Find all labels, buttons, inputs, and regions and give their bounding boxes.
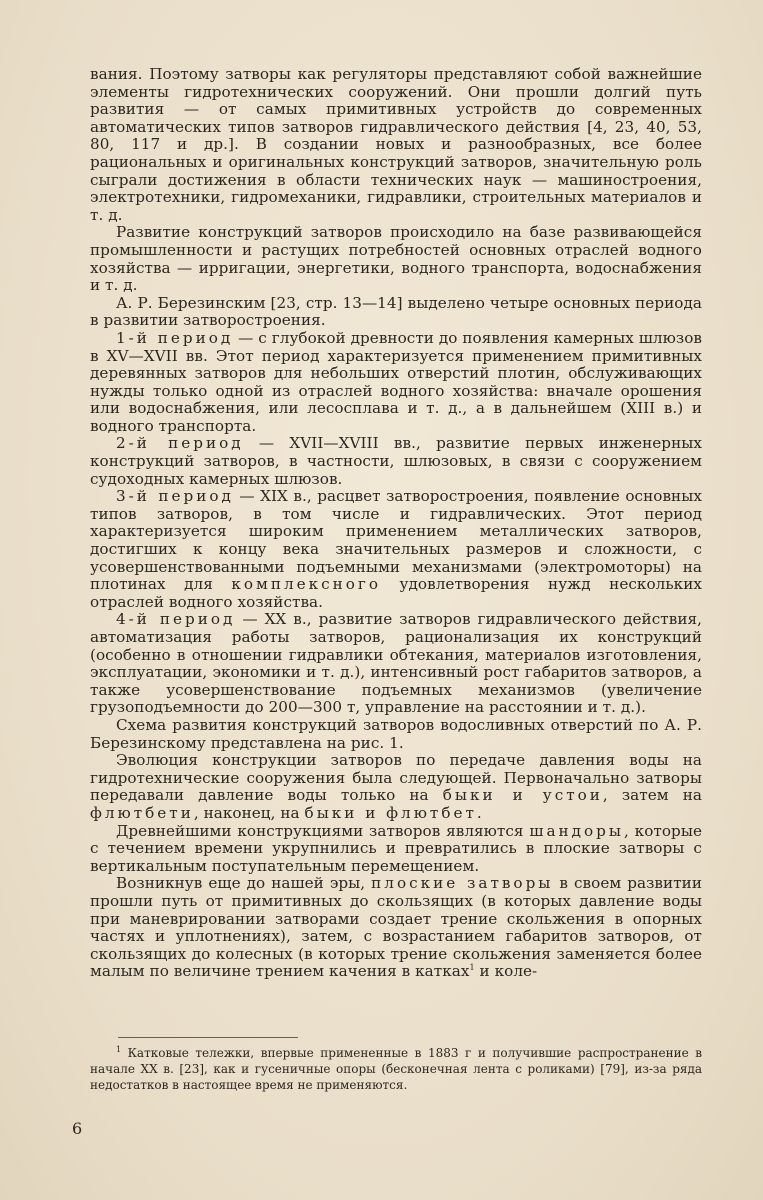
evolution-spaced-c: быки и флютбет	[304, 803, 477, 822]
main-text	[90, 66, 702, 981]
period-1-text: — с глубокой древности до появления камерных шлюзов в XV—XVII вв. Этот период характеризуется применением примитивных деревянных затворов для небольших отверстий плотин, обслуживающих нужды только одной из отраслей водного хозяйства: вначале орошения или водоснабжения, или лесосплава и т. д., а в дальнейшем (XIII в.) и водного транспорта.	[90, 328, 703, 435]
period-3-spaced: комплексного	[231, 575, 381, 594]
page-number: 6	[72, 1119, 83, 1138]
footnote-divider	[118, 1037, 298, 1038]
period-4-label: 4-й период	[116, 610, 236, 629]
period-1-label: 1-й период	[116, 328, 234, 347]
footnote-mark: 1	[116, 1045, 122, 1054]
flat-gates-text-b: в своем развитии прошли путь от примитивных до скользящих (в которых давление воды при маневрировании затворами создает трение скольжения в опорных частях и уплотнениях), затем, с возрастанием габаритов затворов, от скользящих до колесных (в которых трение скольжения заменяется более малым по величине трением качения в катках	[90, 874, 702, 981]
evolution-text-a: Эволюция конструкции затворов по передаче давления воды на гидротехнические сооружения была следующей. Первоначально затворы передавали давление воды только на	[90, 751, 702, 805]
footnote-reference[interactable]: 1	[469, 963, 475, 973]
period-2-label: 2-й период	[116, 434, 244, 453]
paragraph-flat-gates	[90, 875, 702, 981]
paragraph-scheme: Схема развития конструкций затворов водосливных отверстий по А. Р. Березинскому представлена на рис. 1.	[90, 715, 702, 752]
evolution-text-c: , наконец, на	[193, 803, 305, 822]
paragraph-evolution	[90, 752, 702, 822]
shandory-text-b: , которые с течением времени укрупнились и превратились в плоские затворы с вертикальным поступательным перемещением.	[90, 821, 702, 875]
paragraph-1: вания. Поэтому затворы как регуляторы представляют собой важнейшие элементы гидротехнических сооружений. Они прошли долгий путь развития — от самых примитивных устройств до современных автоматических типов затворов гидравлического действия [4, 23, 40, 53, 80, 117 и др.]. В создании новых и разнообразных, все более рациональных и оригинальных конструкций затворов, значительную роль сыграли достижения в области технических наук — машиностроения, электротехники, гидромеханики, гидравлики, строительных материалов и т. д.	[90, 65, 702, 224]
paragraph-period-1	[90, 330, 702, 436]
period-4-text: — XX в., развитие затворов гидравлического действия, автоматизация работы затворов, рационализация их конструкций (особенно в отношении гидравлики обтекания, материалов изготовления, эксплуатации, экономики и т. д.), интенсивный рост габаритов затворов, а также усовершенствование подъемных механизмов (увеличение грузоподъемности до 200—300 т, управление на расстоянии и т. д.).	[90, 610, 702, 717]
flat-gates-text-a: Возникнув еще до нашей эры,	[116, 874, 372, 893]
footnote-text-block	[90, 1045, 702, 1093]
paragraph-period-3	[90, 488, 702, 611]
evolution-text-d: .	[476, 803, 482, 822]
shandory-spaced: шандоры	[529, 821, 624, 840]
period-3-label: 3-й период	[116, 487, 234, 506]
paragraph-2: Развитие конструкций затворов происходило на базе развивающейся промышленности и растущих потребностей основных отраслей водного хозяйства — ирригации, энергетики, водного транспорта, водоснабжения и т. д.	[90, 223, 702, 295]
paragraph-3: А. Р. Березинским [23, стр. 13—14] выделено четыре основных периода в развитии затворостроения.	[90, 293, 702, 330]
paragraph-period-4	[90, 611, 702, 717]
footnote-text: Катковые тележки, впервые примененные в 1883 г и получившие распространение в начале XX в. [23], как и гусеничные опоры (бесконечная лента с роликами) [79], из-за ряда недостатков в настоящее время не применяются.	[90, 1046, 702, 1092]
paragraph-period-2	[90, 435, 702, 488]
period-3-text-b: удовлетворения нужд нескольких отраслей водного хозяйства.	[90, 575, 702, 611]
evolution-spaced-a: быки и устои	[442, 786, 603, 805]
period-2-text: — XVII—XVIII вв., развитие первых инженерных конструкций затворов, в частности, шлюзовых, в связи с сооружением судоходных камерных шлюзов.	[90, 434, 703, 488]
evolution-text-b: , затем на	[602, 786, 702, 805]
footnote	[90, 1045, 702, 1093]
period-3-text-a: — XIX в., расцвет затворостроения, появление основных типов затворов, в том числе и гидравлических. Этот период характеризуется широким применением металлических затворов, достигших к концу века значительных размеров и сложности, с усовершенствованными подъемными механизмами (электромоторы) на плотинах для	[90, 487, 702, 594]
flat-gates-text-c: и коле-	[474, 962, 538, 981]
evolution-spaced-b: флютбети	[90, 803, 194, 822]
paragraph-shandory	[90, 823, 702, 876]
shandory-text-a: Древнейшими конструкциями затворов являются	[116, 821, 530, 840]
flat-gates-spaced: плоские затворы	[371, 874, 554, 893]
